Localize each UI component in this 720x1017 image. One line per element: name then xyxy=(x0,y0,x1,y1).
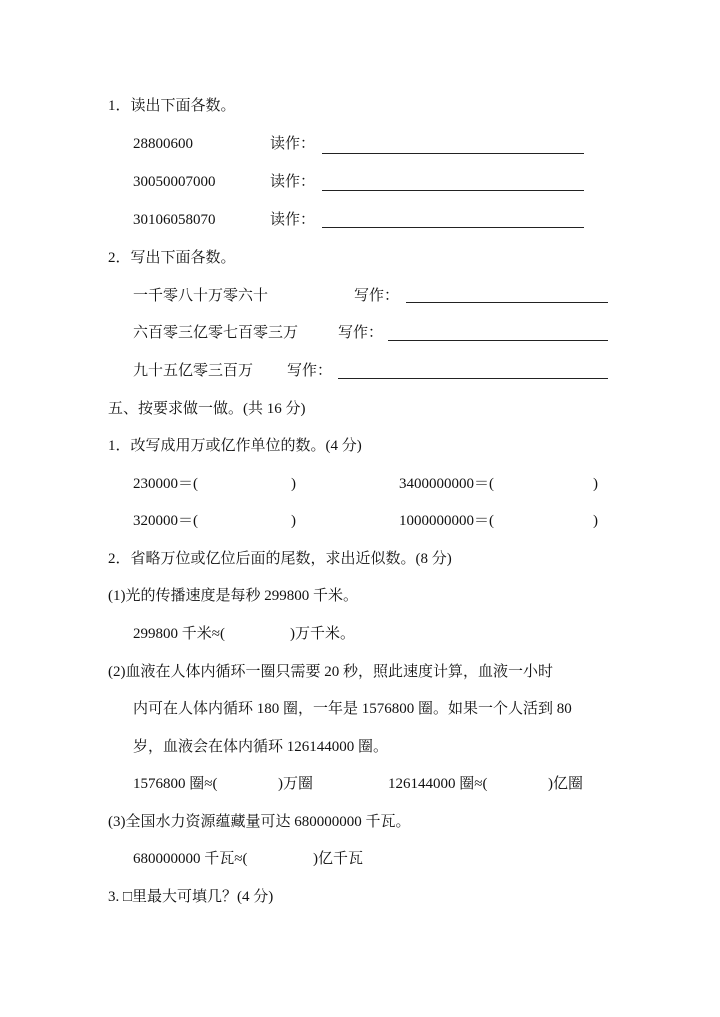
q2-item: 一千零八十万零六十 xyxy=(133,288,269,304)
write-label: 写作： xyxy=(338,325,384,341)
sub2-answer-prefix: 1576800 圈≈( xyxy=(133,776,218,792)
q1-number: 30050007000 xyxy=(133,174,216,190)
q1-number: 28800600 xyxy=(133,136,193,152)
part3-title: 3. □里最大可填几？(4 分) xyxy=(108,889,274,905)
sub3-answer-prefix: 680000000 千瓦≈( xyxy=(133,851,248,867)
q2-title: 2．写出下面各数。 xyxy=(108,250,236,266)
close-bracket: ) xyxy=(593,476,598,492)
sub3-answer-suffix: )亿千瓦 xyxy=(313,851,363,867)
write-label: 写作： xyxy=(287,363,333,379)
rewrite-item: 3400000000＝( xyxy=(399,476,494,492)
answer-blank[interactable] xyxy=(406,302,608,303)
close-bracket: ) xyxy=(291,476,296,492)
write-label: 写作： xyxy=(354,288,400,304)
section-title: 五、按要求做一做。(共 16 分) xyxy=(108,401,306,417)
rewrite-item: 1000000000＝( xyxy=(399,513,494,529)
sub1-answer-prefix: 299800 千米≈( xyxy=(133,626,225,642)
sub2-text: 内可在人体内循环 180 圈，一年是 1576800 圈。如果一个人活到 80 xyxy=(133,701,572,717)
part1-title: 1．改写成用万或亿作单位的数。(4 分) xyxy=(108,438,362,454)
sub2-answer-suffix: )亿圈 xyxy=(548,776,583,792)
sub2-text: (2)血液在人体内循环一圈只需要 20 秒，照此速度计算，血液一小时 xyxy=(108,664,553,680)
sub2-answer-prefix: 126144000 圈≈( xyxy=(388,776,488,792)
q2-item: 九十五亿零三百万 xyxy=(133,363,254,379)
sub1-answer-suffix: )万千米。 xyxy=(290,626,355,642)
q1-title: 1．读出下面各数。 xyxy=(108,98,236,114)
answer-blank[interactable] xyxy=(322,190,584,191)
sub2-text: 岁，血液会在体内循环 126144000 圈。 xyxy=(133,739,389,755)
part2-title: 2．省略万位或亿位后面的尾数，求出近似数。(8 分) xyxy=(108,551,452,567)
read-label: 读作： xyxy=(270,212,316,228)
q2-item: 六百零三亿零七百零三万 xyxy=(133,325,299,341)
rewrite-item: 230000＝( xyxy=(133,476,198,492)
answer-blank[interactable] xyxy=(388,340,608,341)
answer-blank[interactable] xyxy=(322,227,584,228)
sub3-text: (3)全国水力资源蕴藏量可达 680000000 千瓦。 xyxy=(108,814,411,830)
close-bracket: ) xyxy=(593,513,598,529)
rewrite-item: 320000＝( xyxy=(133,513,198,529)
read-label: 读作： xyxy=(270,174,316,190)
sub1-text: (1)光的传播速度是每秒 299800 千米。 xyxy=(108,588,358,604)
sub2-answer-suffix: )万圈 xyxy=(278,776,313,792)
read-label: 读作： xyxy=(270,136,316,152)
answer-blank[interactable] xyxy=(338,378,608,379)
answer-blank[interactable] xyxy=(322,153,584,154)
q1-number: 30106058070 xyxy=(133,212,216,228)
close-bracket: ) xyxy=(291,513,296,529)
